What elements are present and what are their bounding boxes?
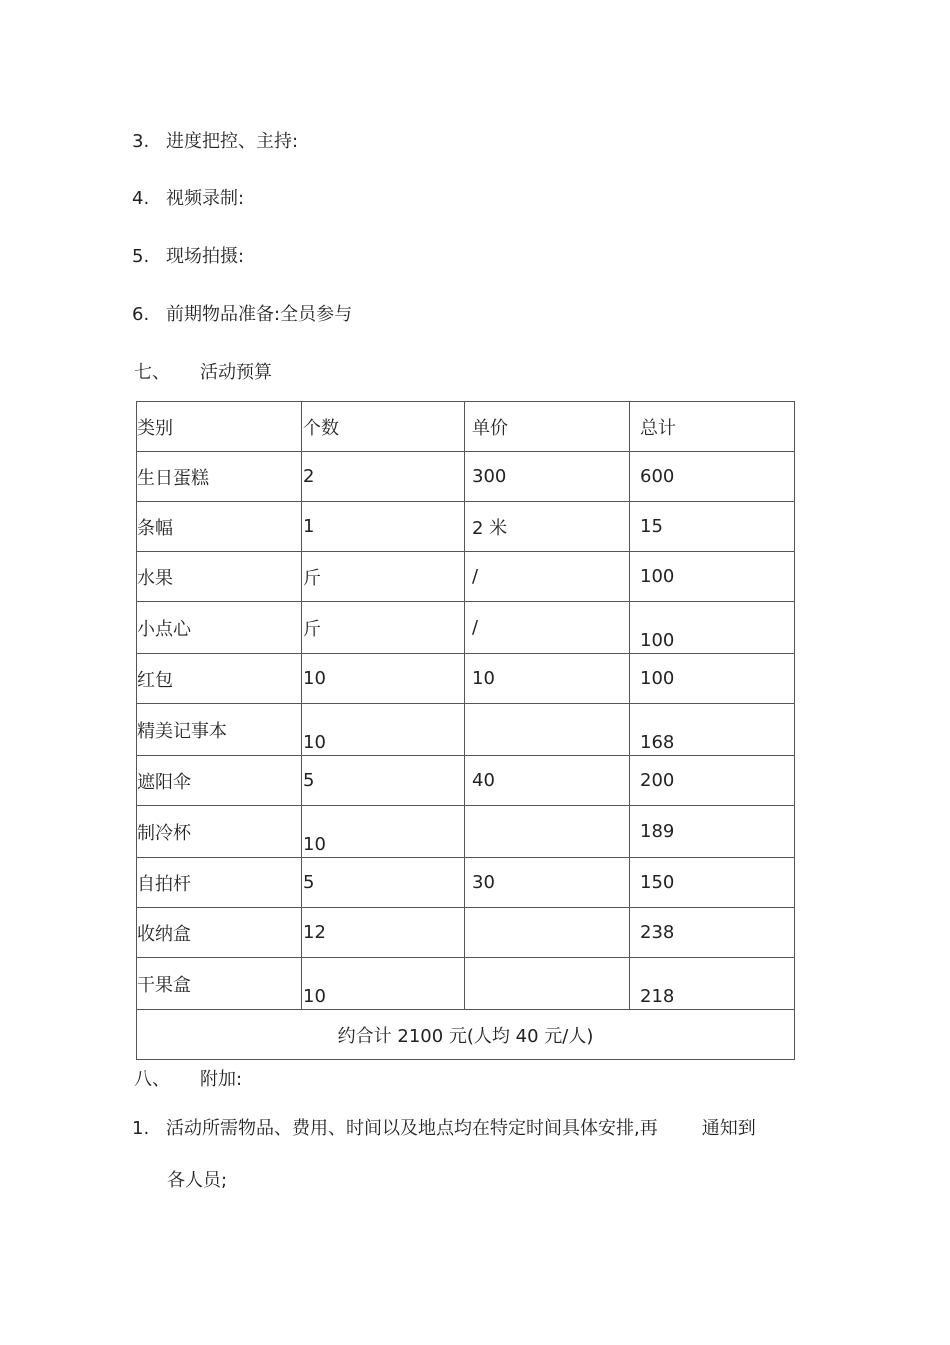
- table-cell: /: [465, 602, 630, 654]
- list-item: [132, 1117, 756, 1141]
- table-row: [137, 602, 795, 654]
- table-cell: 制冷杯: [137, 806, 302, 858]
- table-cell: 10: [302, 958, 465, 1010]
- table-cell: 238: [630, 908, 795, 958]
- table-cell: [465, 704, 630, 756]
- table-cell: 2 米: [465, 502, 630, 552]
- table-row: [137, 858, 795, 908]
- table-total-row: [137, 1010, 795, 1060]
- table-header: 单价: [465, 402, 630, 452]
- table-row: [137, 958, 795, 1010]
- table-row: [137, 908, 795, 958]
- table-cell: 斤: [302, 552, 465, 602]
- list-number: 1.: [132, 1118, 150, 1139]
- table-header: 类别: [137, 402, 302, 452]
- list-number: 3.: [132, 131, 150, 152]
- table-cell: 300: [465, 452, 630, 502]
- table-cell: 10: [302, 704, 465, 756]
- table-cell: 10: [302, 806, 465, 858]
- list-text: 现场拍摄:: [166, 246, 245, 267]
- table-cell: 189: [630, 806, 795, 858]
- table-cell: 条幅: [137, 502, 302, 552]
- table-row: [137, 756, 795, 806]
- table-cell: 干果盒: [137, 958, 302, 1010]
- list-item: [132, 245, 244, 269]
- table-header-row: [137, 402, 795, 452]
- table-cell: 生日蛋糕: [137, 452, 302, 502]
- list-text: 各人员;: [167, 1170, 228, 1191]
- list-item: [132, 303, 352, 327]
- table-cell: 精美记事本: [137, 704, 302, 756]
- table-cell: /: [465, 552, 630, 602]
- table-cell: 收纳盒: [137, 908, 302, 958]
- section-number: 七、: [134, 362, 170, 383]
- table-cell: 自拍杆: [137, 858, 302, 908]
- table-row: [137, 452, 795, 502]
- section-heading: [134, 1068, 242, 1092]
- table-total: 约合计 2100 元(人均 40 元/人): [137, 1010, 795, 1060]
- table-row: [137, 806, 795, 858]
- table-cell: 斤: [302, 602, 465, 654]
- list-item-continuation: [167, 1169, 227, 1193]
- table-cell: 100: [630, 552, 795, 602]
- table-cell: 200: [630, 756, 795, 806]
- table-cell: 12: [302, 908, 465, 958]
- table-header: 个数: [302, 402, 465, 452]
- section-title: 活动预算: [200, 362, 272, 383]
- table-cell: 15: [630, 502, 795, 552]
- list-text: 进度把控、主持:: [166, 131, 299, 152]
- table-cell: 5: [302, 756, 465, 806]
- table-row: [137, 654, 795, 704]
- list-item: [132, 130, 298, 154]
- table-cell: 1: [302, 502, 465, 552]
- list-text: 活动所需物品、费用、时间以及地点均在特定时间具体安排,再: [166, 1118, 658, 1139]
- table-cell: 水果: [137, 552, 302, 602]
- table-cell: 10: [465, 654, 630, 704]
- table-cell: [465, 958, 630, 1010]
- table-cell: 5: [302, 858, 465, 908]
- table-row: [137, 502, 795, 552]
- table-cell: 遮阳伞: [137, 756, 302, 806]
- table-cell: 30: [465, 858, 630, 908]
- table-cell: [465, 806, 630, 858]
- table-cell: 150: [630, 858, 795, 908]
- list-item: [132, 187, 244, 211]
- table-row: [137, 552, 795, 602]
- list-number: 6.: [132, 304, 150, 325]
- section-number: 八、: [134, 1069, 170, 1090]
- table-row: [137, 704, 795, 756]
- section-heading: [134, 361, 272, 385]
- table-cell: 100: [630, 602, 795, 654]
- section-title: 附加:: [200, 1069, 243, 1090]
- list-number: 4.: [132, 188, 150, 209]
- list-text: 视频录制:: [166, 188, 245, 209]
- table-cell: 218: [630, 958, 795, 1010]
- table-cell: 100: [630, 654, 795, 704]
- list-text-continued: 通知到: [701, 1118, 756, 1139]
- table-cell: 168: [630, 704, 795, 756]
- table-cell: 10: [302, 654, 465, 704]
- table-cell: 小点心: [137, 602, 302, 654]
- table-cell: [465, 908, 630, 958]
- list-text: 前期物品准备:全员参与: [166, 304, 353, 325]
- table-cell: 600: [630, 452, 795, 502]
- list-number: 5.: [132, 246, 150, 267]
- table-cell: 红包: [137, 654, 302, 704]
- table-cell: 40: [465, 756, 630, 806]
- table-cell: 2: [302, 452, 465, 502]
- budget-table: [136, 401, 795, 1060]
- table-header: 总计: [630, 402, 795, 452]
